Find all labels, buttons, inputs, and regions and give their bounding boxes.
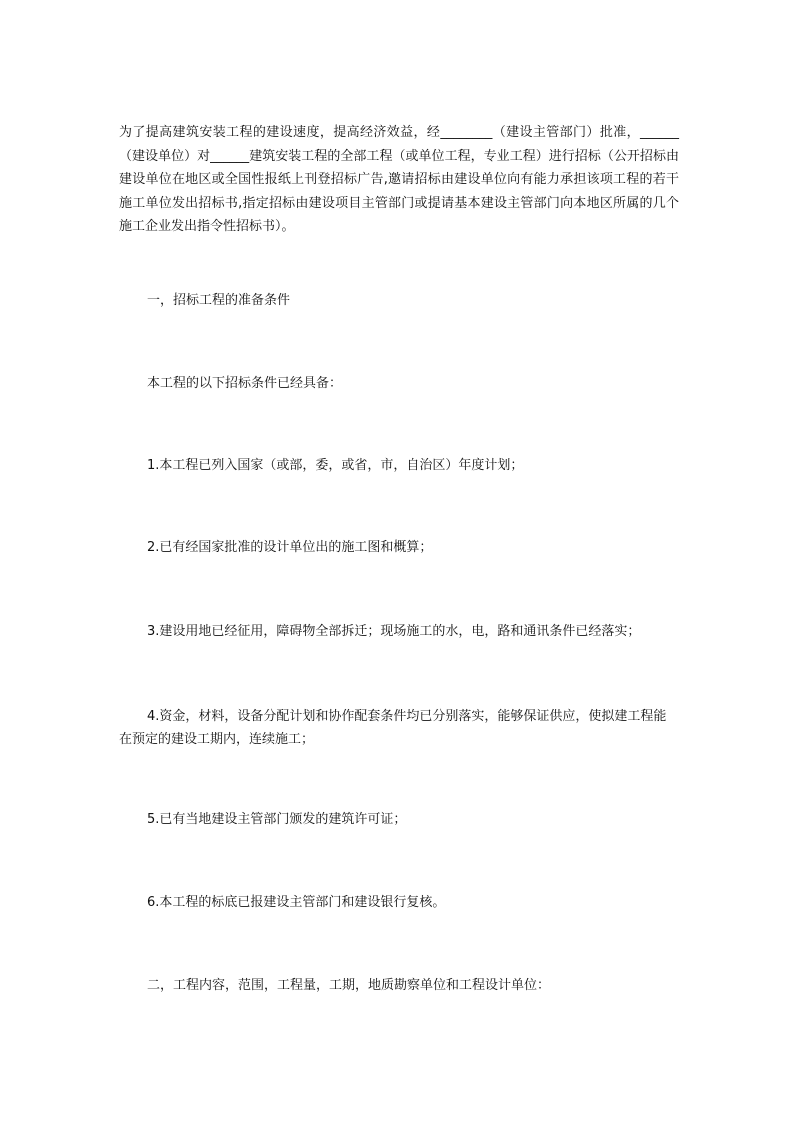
condition-item-1: 1.本工程已列入国家（或部，委，或省，市，自治区）年度计划； <box>147 458 524 473</box>
condition-item-5: 5.已有当地建设主管部门颁发的建筑许可证； <box>147 812 407 827</box>
condition-item-3: 3.建设用地已经征用，障碍物全部拆迁；现场施工的水，电，路和通讯条件已经落实； <box>147 624 641 639</box>
condition-item-4: 4.资金，材料，设备分配计划和协作配套条件均已分别落实，能够保证供应，使拟建工程能在预定的建设工期内，连续施工； <box>119 709 667 747</box>
condition-item-2: 2.已有经国家批准的设计单位出的施工图和概算； <box>147 540 433 555</box>
intro-paragraph: 为了提高建筑安装工程的建设速度，提高经济效益，经________（建设主管部门）批准，______（建设单位）对______建筑安装工程的全部工程（或单位工程，专业工程）进行招标（公开招标由建设单位在地区或全国性报纸上刊登招标广告,邀请招标由建设单位向有能力承担该项工程的若干施工单位发出招标书,指定招标由建设项目主管部门或提请基本建设主管部门向本地区所属的几个施工企业发出指令性招标书）。 <box>119 125 679 234</box>
section-heading-preparation: 一，招标工程的准备条件 <box>147 293 291 308</box>
condition-item-6: 6.本工程的标底已报建设主管部门和建设银行复核。 <box>147 895 446 910</box>
section-lead-conditions: 本工程的以下招标条件已经具备： <box>147 376 343 391</box>
section-heading-project-scope: 二，工程内容，范围，工程量，工期，地质勘察单位和工程设计单位： <box>147 978 551 993</box>
